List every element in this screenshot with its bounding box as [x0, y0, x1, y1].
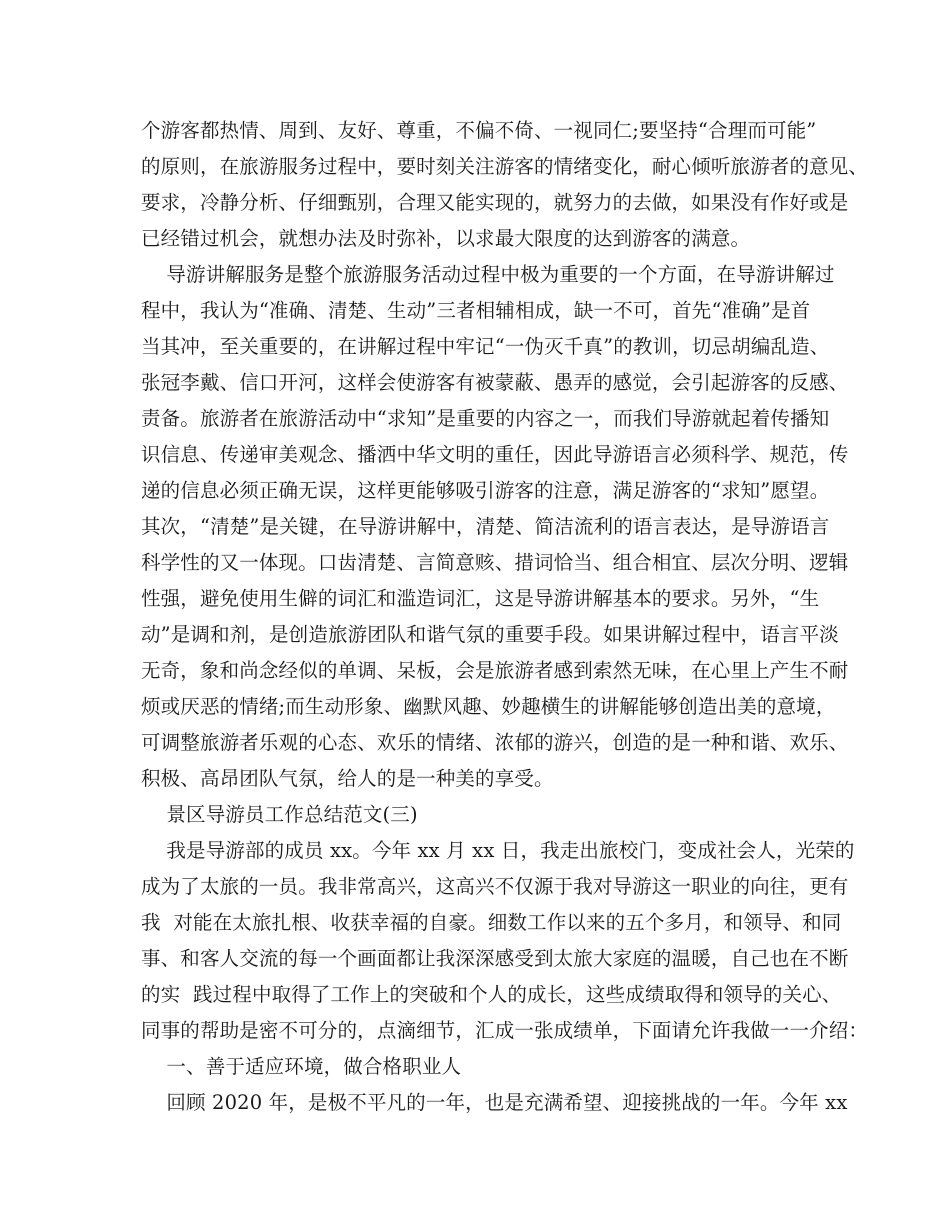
- text-line: 的原则，在旅游服务过程中，要时刻关注游客的情绪变化，耐心倾听旅游者的意见、: [141, 155, 869, 178]
- text-line: 无奇，象和尚念经似的单调、呆板，会是旅游者感到索然无味，在心里上产生不耐: [141, 659, 849, 682]
- text-line: 动”是调和剂，是创造旅游团队和谐气氛的重要手段。如果讲解过程中，语言平淡: [141, 623, 839, 646]
- text-line: 积极、高昂团队气氛，给人的是一种美的享受。: [141, 767, 554, 790]
- text-line: 责备。旅游者在旅游活动中“求知”是重要的内容之一，而我们导游就起着传播知: [141, 407, 830, 430]
- text-line: 我 对能在太旅扎根、收获幸福的自豪。细数工作以来的五个多月，和领导、和同: [141, 911, 842, 934]
- paragraph-start-line: 导游讲解服务是整个旅游服务活动过程中极为重要的一个方面，在导游讲解过: [141, 263, 835, 286]
- text-line: 的实 践过程中取得了工作上的突破和个人的成长，这些成绩取得和领导的关心、: [141, 983, 842, 1006]
- paragraph-start-line: 回顾 2020 年，是极不平凡的一年，也是充满希望、迎接挑战的一年。今年 xx: [141, 1091, 848, 1114]
- text-line: 个游客都热情、周到、友好、尊重，不偏不倚、一视同仁;要坚持“合理而可能”: [141, 119, 817, 142]
- text-line: 要求，冷静分析、仔细甄别，合理又能实现的，就努力的去做，如果没有作好或是: [141, 191, 849, 214]
- subsection-heading: 一、善于适应环境，做合格职业人: [141, 1055, 462, 1078]
- text-line: 识信息、传递审美观念、播洒中华文明的重任，因此导游语言必须科学、规范，传: [141, 443, 849, 466]
- text-line: 张冠李戴、信口开河，这样会使游客有被蒙蔽、愚弄的感觉，会引起游客的反感、: [141, 371, 849, 394]
- text-line: 同事的帮助是密不可分的，点滴细节，汇成一张成绩单，下面请允许我做一一介绍：: [141, 1019, 869, 1042]
- text-line: 事、和客人交流的每一个画面都让我深深感受到太旅大家庭的温暖，自己也在不断: [141, 947, 849, 970]
- text-line: 科学性的又一体现。口齿清楚、言简意赅、措词恰当、组合相宜、层次分明、逻辑: [141, 551, 849, 574]
- text-line: 可调整旅游者乐观的心态、欢乐的情绪、浓郁的游兴，创造的是一种和谐、欢乐、: [141, 731, 849, 754]
- paragraph-start-line: 我是导游部的成员 xx。今年 xx 月 xx 日，我走出旅校门，变成社会人，光荣的: [141, 839, 855, 862]
- text-line: 性强，避免使用生僻的词汇和滥造词汇，这是导游讲解基本的要求。另外，“生: [141, 587, 820, 610]
- text-line: 烦或厌恶的情绪;而生动形象、幽默风趣、妙趣横生的讲解能够创造出美的意境，: [141, 695, 836, 718]
- text-line: 成为了太旅的一员。我非常高兴，这高兴不仅源于我对导游这一职业的向往，更有: [141, 875, 849, 898]
- text-line: 已经错过机会，就想办法及时弥补，以求最大限度的达到游客的满意。: [141, 227, 751, 250]
- section-heading: 景区导游员工作总结范文(三): [141, 803, 418, 826]
- text-line: 程中，我认为“准确、清楚、生动”三者相辅相成，缺一不可，首先“准确”是首: [141, 299, 811, 322]
- text-line: 递的信息必须正确无误，这样更能够吸引游客的注意，满足游客的“求知”愿望。: [141, 479, 830, 502]
- text-line: 当其冲，至关重要的，在讲解过程中牢记“一伪灭千真”的教训，切忌胡编乱造、: [141, 335, 830, 358]
- text-line: 其次，“清楚”是关键，在导游讲解中，清楚、简洁流利的语言表达，是导游语言: [141, 515, 830, 538]
